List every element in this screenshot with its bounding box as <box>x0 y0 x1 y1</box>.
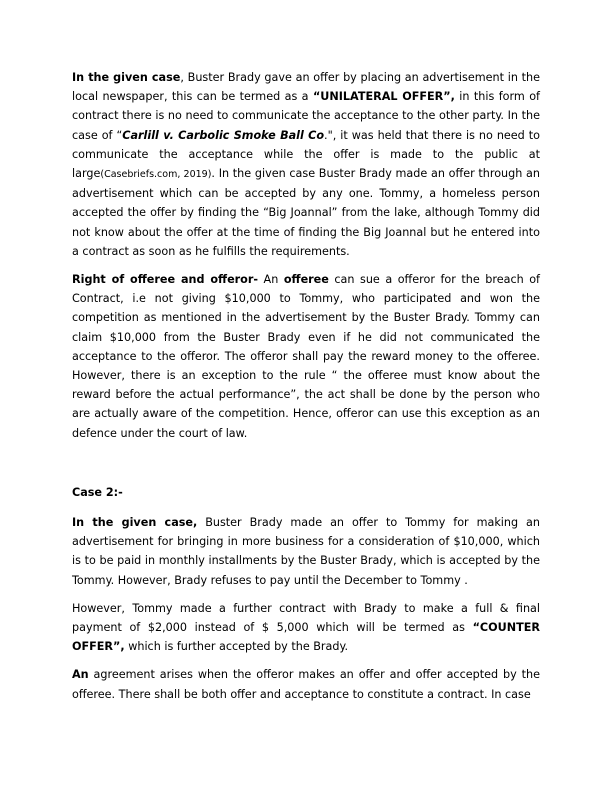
offer-type-term: “UNILATERAL OFFER”, <box>312 90 455 104</box>
paragraph-agreement: An agreement arises when the offeror makes an offer and offer accepted by the offeree. There shall be both offer and acceptance to constitute a contract. In case <box>72 668 540 701</box>
paragraph-case2-offer: In the given case, Buster Brady made an offer to Tommy for making an advertisement for bringing in more business for a consideration of $10,000, which is to be paid in monthly installments by the Buster Brady, which is accepted by the Tommy. However, Brady refuses to pay until the December to Tommy . <box>72 516 541 587</box>
paragraph-rights: Right of offeree and offeror- An offeree can sue a offeror for the breach of Contract, i.e not giving $10,000 to Tommy, who participated and won the competition as mentioned in the advertisement by the Buster Brady. Tommy can claim $10,000 from the Buster Brady even if he did not communicated the acceptance to the offeror. The offeror shall pay the reward money to the offeree. However, there is an exception to the rule “ the offeree must know about the reward before the actual performance”, the act shall be done by the person who are actually aware of the competition. Hence, offeror can use this exception as an defence under the court of law. <box>72 273 540 440</box>
paragraph-unilateral-offer: In the given case, Buster Brady gave an offer by placing an advertisement in the local newspaper, this can be termed as a “UNILATERAL OFFER”, in this form of contract there is no need to communicate the acceptance to the other party. In the case of “Carlill v. Carbolic Smoke Ball Co.", it was held that there is no need to communicate the acceptance while the offer is made to the public at large(Casebriefs.com, 2019). In the given case Buster Brady made an offer through an advertisement which can be accepted by any one. Tommy, a homeless person accepted the offer by finding the “Big Joannal” from the lake, although Tommy did not know about the offer at the time of finding the Big Joannal but he entered into a contract as soon as he fulfills the requirements. <box>72 71 540 258</box>
lead-text: Right of offeree and offeror- <box>72 273 259 287</box>
case-name: Carlill v. Carbolic Smoke Ball Co <box>122 128 325 142</box>
lead-text: An <box>72 668 89 682</box>
offer-type-term: “COUNTER OFFER”, <box>72 621 540 654</box>
document-page <box>72 68 540 713</box>
lead-text: In the given case <box>72 71 181 84</box>
lead-text: In the given case, <box>72 516 198 530</box>
offeree-term: offeree <box>283 273 329 287</box>
paragraph-counter-offer: However, Tommy made a further contract with Brady to make a full & final payment of $2,000 instead of $ 5,000 which will be termed as “COUNTER OFFER”, which is further accepted by the Brady. <box>72 601 540 654</box>
citation: (Casebriefs.com, 2019) <box>100 169 212 181</box>
case-2-heading: Case 2:- <box>72 485 123 499</box>
